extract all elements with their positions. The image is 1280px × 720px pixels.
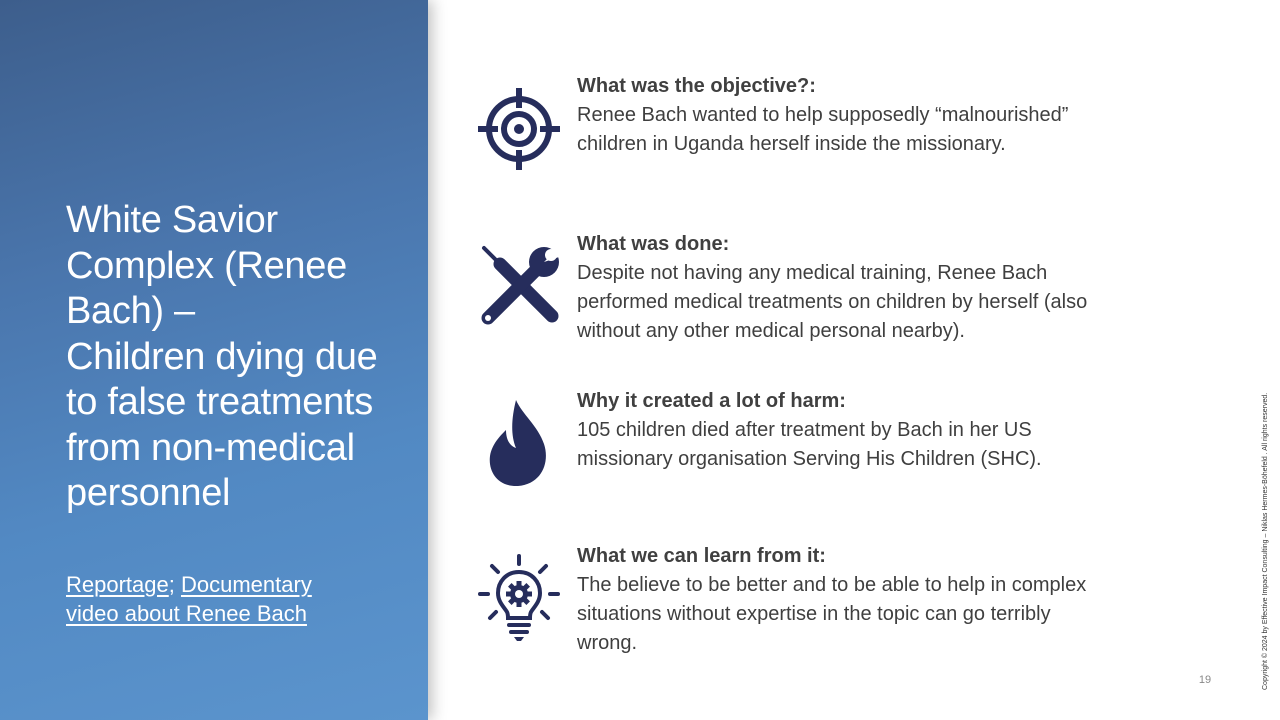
learnings-section xyxy=(577,542,1197,658)
copyright-notice: Copyright © 2024 by Effective Impact Consulting – Niklas Hermes-Böhefeld . All rights reserved. xyxy=(1262,392,1269,690)
section-text-line: performed medical treatments on children by herself (also xyxy=(577,291,1088,313)
link-separator: ; xyxy=(168,572,181,597)
section-text-line: situations without expertise in the topic can go terribly xyxy=(577,603,1051,625)
title-panel xyxy=(0,0,428,720)
tools-icon xyxy=(478,244,562,328)
title-line: personnel xyxy=(66,472,231,514)
documentary-link-continued[interactable]: video about Renee Bach xyxy=(66,601,307,626)
links-line xyxy=(66,570,386,599)
section-text-line: missionary organisation Serving His Children (SHC). xyxy=(577,448,1042,470)
objective-section xyxy=(577,72,1197,159)
title-line: Bach) – xyxy=(66,290,195,332)
title-line: White Savior xyxy=(66,199,278,241)
title-line: to false treatments xyxy=(66,381,373,423)
what-was-done-section xyxy=(577,230,1197,346)
title-line: Children dying due xyxy=(66,335,378,378)
section-text-line: children in Uganda herself inside the missionary. xyxy=(577,133,1006,155)
slide-title xyxy=(66,198,411,517)
section-text-line: Despite not having any medical training, Renee Bach xyxy=(577,262,1048,284)
section-heading: What we can learn from it: xyxy=(577,545,826,567)
section-heading: What was the objective?: xyxy=(577,75,816,97)
section-heading: What was done: xyxy=(577,233,730,255)
links-line xyxy=(66,599,386,628)
section-text-line: wrong. xyxy=(577,632,638,654)
documentary-link[interactable]: Documentary xyxy=(180,572,312,597)
section-heading: Why it created a lot of harm: xyxy=(577,390,846,412)
section-text-line: The believe to be better and to be able to help in complex xyxy=(577,574,1087,596)
section-text-line: 105 children died after treatment by Bach in her US xyxy=(577,419,1032,441)
section-text-line: without any other medical personal nearby). xyxy=(577,320,965,342)
target-icon xyxy=(478,88,560,170)
page-number: 19 xyxy=(1198,674,1212,686)
title-line: from non-medical xyxy=(66,426,355,469)
fire-icon xyxy=(486,398,550,488)
lightbulb-gear-icon xyxy=(478,554,560,644)
source-links xyxy=(66,570,386,628)
section-text-line: Renee Bach wanted to help supposedly “malnourished” xyxy=(577,104,1069,126)
harm-section xyxy=(577,387,1197,474)
reportage-link[interactable]: Reportage xyxy=(66,572,169,597)
title-line: Complex (Renee xyxy=(66,244,347,287)
